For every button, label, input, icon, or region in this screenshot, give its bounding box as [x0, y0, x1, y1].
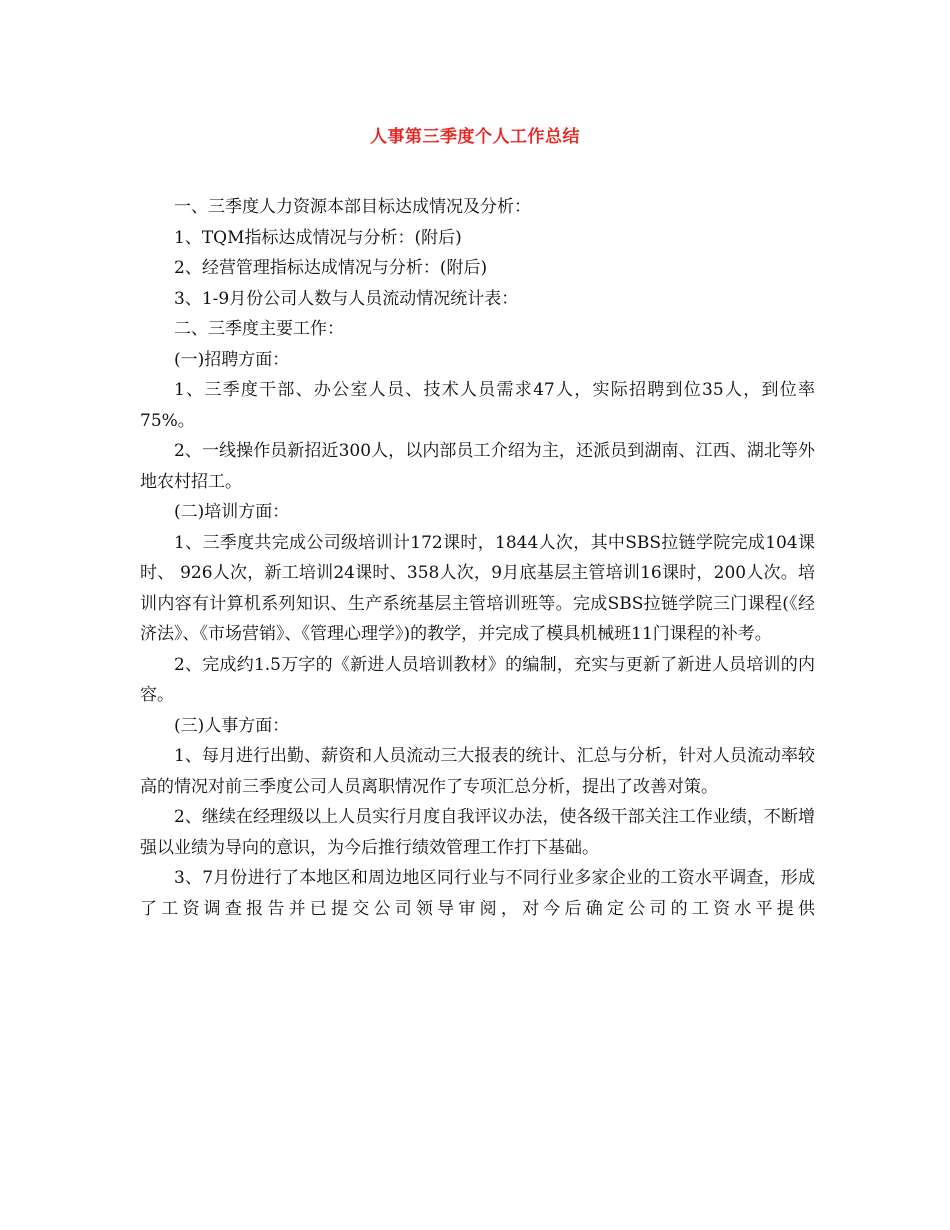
paragraph: 1、每月进行出勤、薪资和人员流动三大报表的统计、汇总与分析，针对人员流动率较高的情况对前三季度公司人员离职情况作了专项汇总分析，提出了改善对策。: [140, 746, 815, 797]
paragraph: 3、7月份进行了本地区和周边地区同行业与不同行业多家企业的工资水平调查，形成了工资调查报告并已提交公司领导审阅，对今后确定公司的工资水平提供: [140, 868, 815, 919]
paragraph: 1、三季度干部、办公室人员、技术人员需求47人，实际招聘到位35人，到位率75%。: [140, 380, 815, 431]
document-title: 人事第三季度个人工作总结: [370, 127, 580, 147]
document-body: [140, 192, 815, 924]
list-item: 1、TQM指标达成情况与分析：(附后): [174, 227, 462, 248]
list-item: 3、1-9月份公司人数与人员流动情况统计表：: [174, 288, 519, 309]
paragraph: 2、继续在经理级以上人员实行月度自我评议办法，使各级干部关注工作业绩，不断增强以业绩为导向的意识，为今后推行绩效管理工作打下基础。: [140, 807, 815, 858]
subsection-heading-recruitment: (一)招聘方面：: [174, 349, 290, 370]
paragraph: 1、三季度共完成公司级培训计172课时，1844人次，其中SBS拉链学院完成104课时、 926人次，新工培训24课时、358人次，9月底基层主管培训16课时，200人次。培训内容有计算机系列知识、生产系统基层主管培训班等。完成SBS拉链学院三门课程(《经济法》、《市场营销》、《管理心理学》)的教学，并完成了模具机械班11门课程的补考。: [140, 532, 815, 644]
section-heading-1: 一、三季度人力资源本部目标达成情况及分析：: [174, 197, 531, 217]
subsection-heading-personnel: (三)人事方面：: [174, 715, 290, 736]
section-heading-2: 二、三季度主要工作：: [174, 319, 344, 339]
paragraph: 2、一线操作员新招近300人，以内部员工介绍为主，还派员到湖南、江西、湖北等外地农村招工。: [140, 441, 815, 492]
paragraph: 2、完成约1.5万字的《新进人员培训教材》的编制，充实与更新了新进人员培训的内容。: [140, 654, 815, 705]
list-item: 2、经营管理指标达成情况与分析：(附后): [174, 258, 488, 278]
subsection-heading-training: (二)培训方面：: [174, 502, 290, 522]
